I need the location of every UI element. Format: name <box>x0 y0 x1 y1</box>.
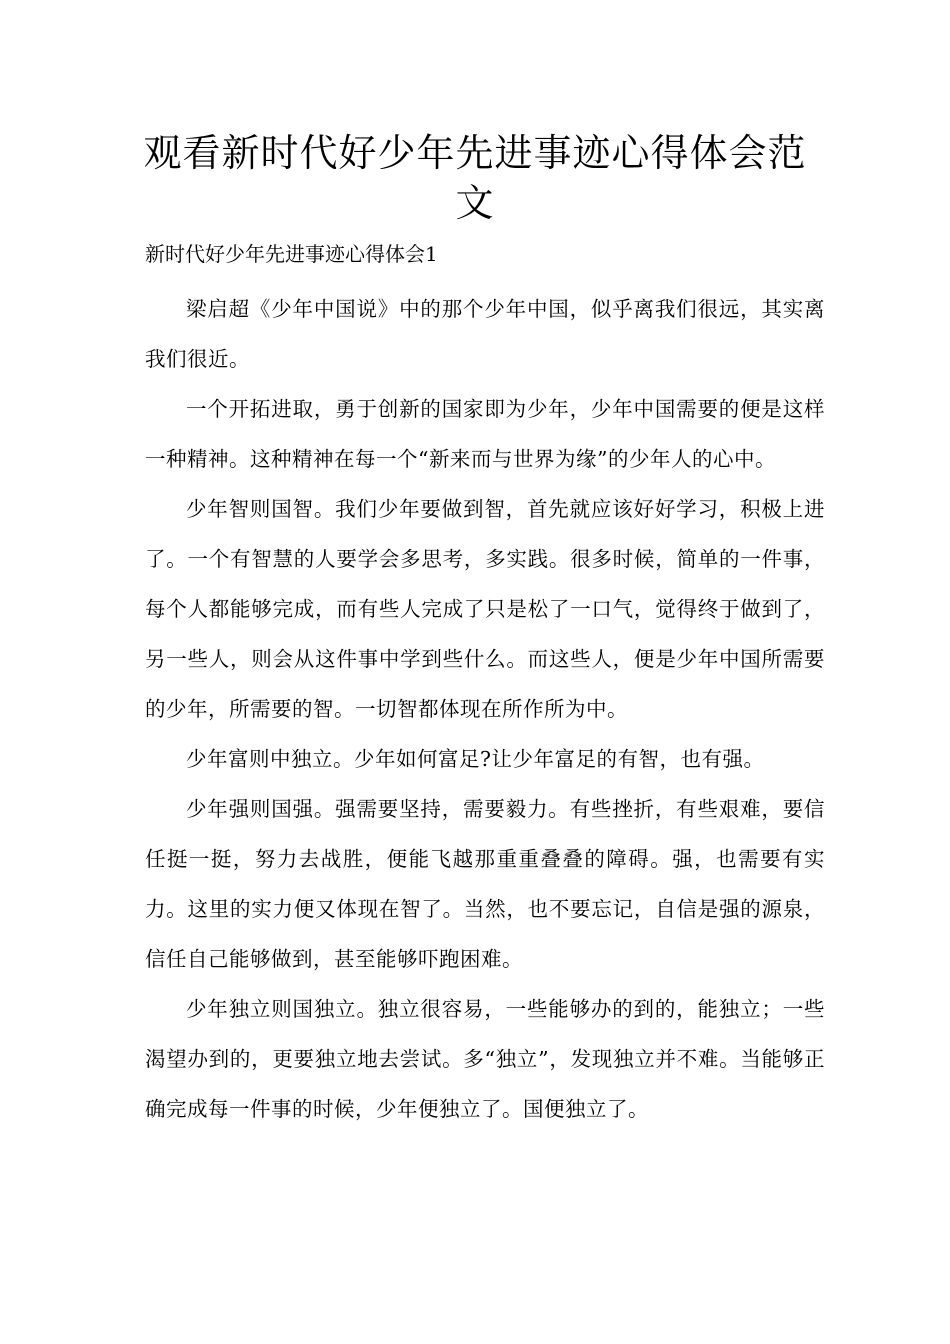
paragraph: 少年智则国智。我们少年要做到智，首先就应该好好学习，积极上进了。一个有智慧的人要学会多思考，多实践。很多时候，简单的一件事，每个人都能够完成，而有些人完成了只是松了一口气，觉得终于做到了，另一些人，则会从这件事中学到些什么。而这些人，便是少年中国所需要的少年，所需要的智。一切智都体现在所作所为中。 <box>145 497 825 721</box>
document-subtitle: 新时代好少年先进事迹心得体会1 <box>145 242 438 266</box>
paragraph: 少年强则国强。强需要坚持，需要毅力。有些挫折，有些艰难，要信任挺一挺，努力去战胜，便能飞越那重重叠叠的障碍。强，也需要有实力。这里的实力便又体现在智了。当然，也不要忘记，自信是强的源泉，信任自己能够做到，甚至能够吓跑困难。 <box>145 797 825 971</box>
paragraph: 少年富则中独立。少年如何富足?让少年富足的有智，也有强。 <box>186 747 765 771</box>
document-body <box>145 284 825 1134</box>
paragraph: 少年独立则国独立。独立很容易，一些能够办的到的，能独立；一些渴望办到的，更要独立地去尝试。多“独立”，发现独立并不难。当能够正确完成每一件事的时候，少年便独立了。国便独立了。 <box>145 997 825 1121</box>
document-title: 观看新时代好少年先进事迹心得体会范文 <box>143 131 807 225</box>
paragraph: 一个开拓进取，勇于创新的国家即为少年，少年中国需要的便是这样一种精神。这种精神在每一个“新来而与世界为缘”的少年人的心中。 <box>145 397 825 471</box>
paragraph: 梁启超《少年中国说》中的那个少年中国，似乎离我们很远，其实离我们很近。 <box>145 297 825 371</box>
